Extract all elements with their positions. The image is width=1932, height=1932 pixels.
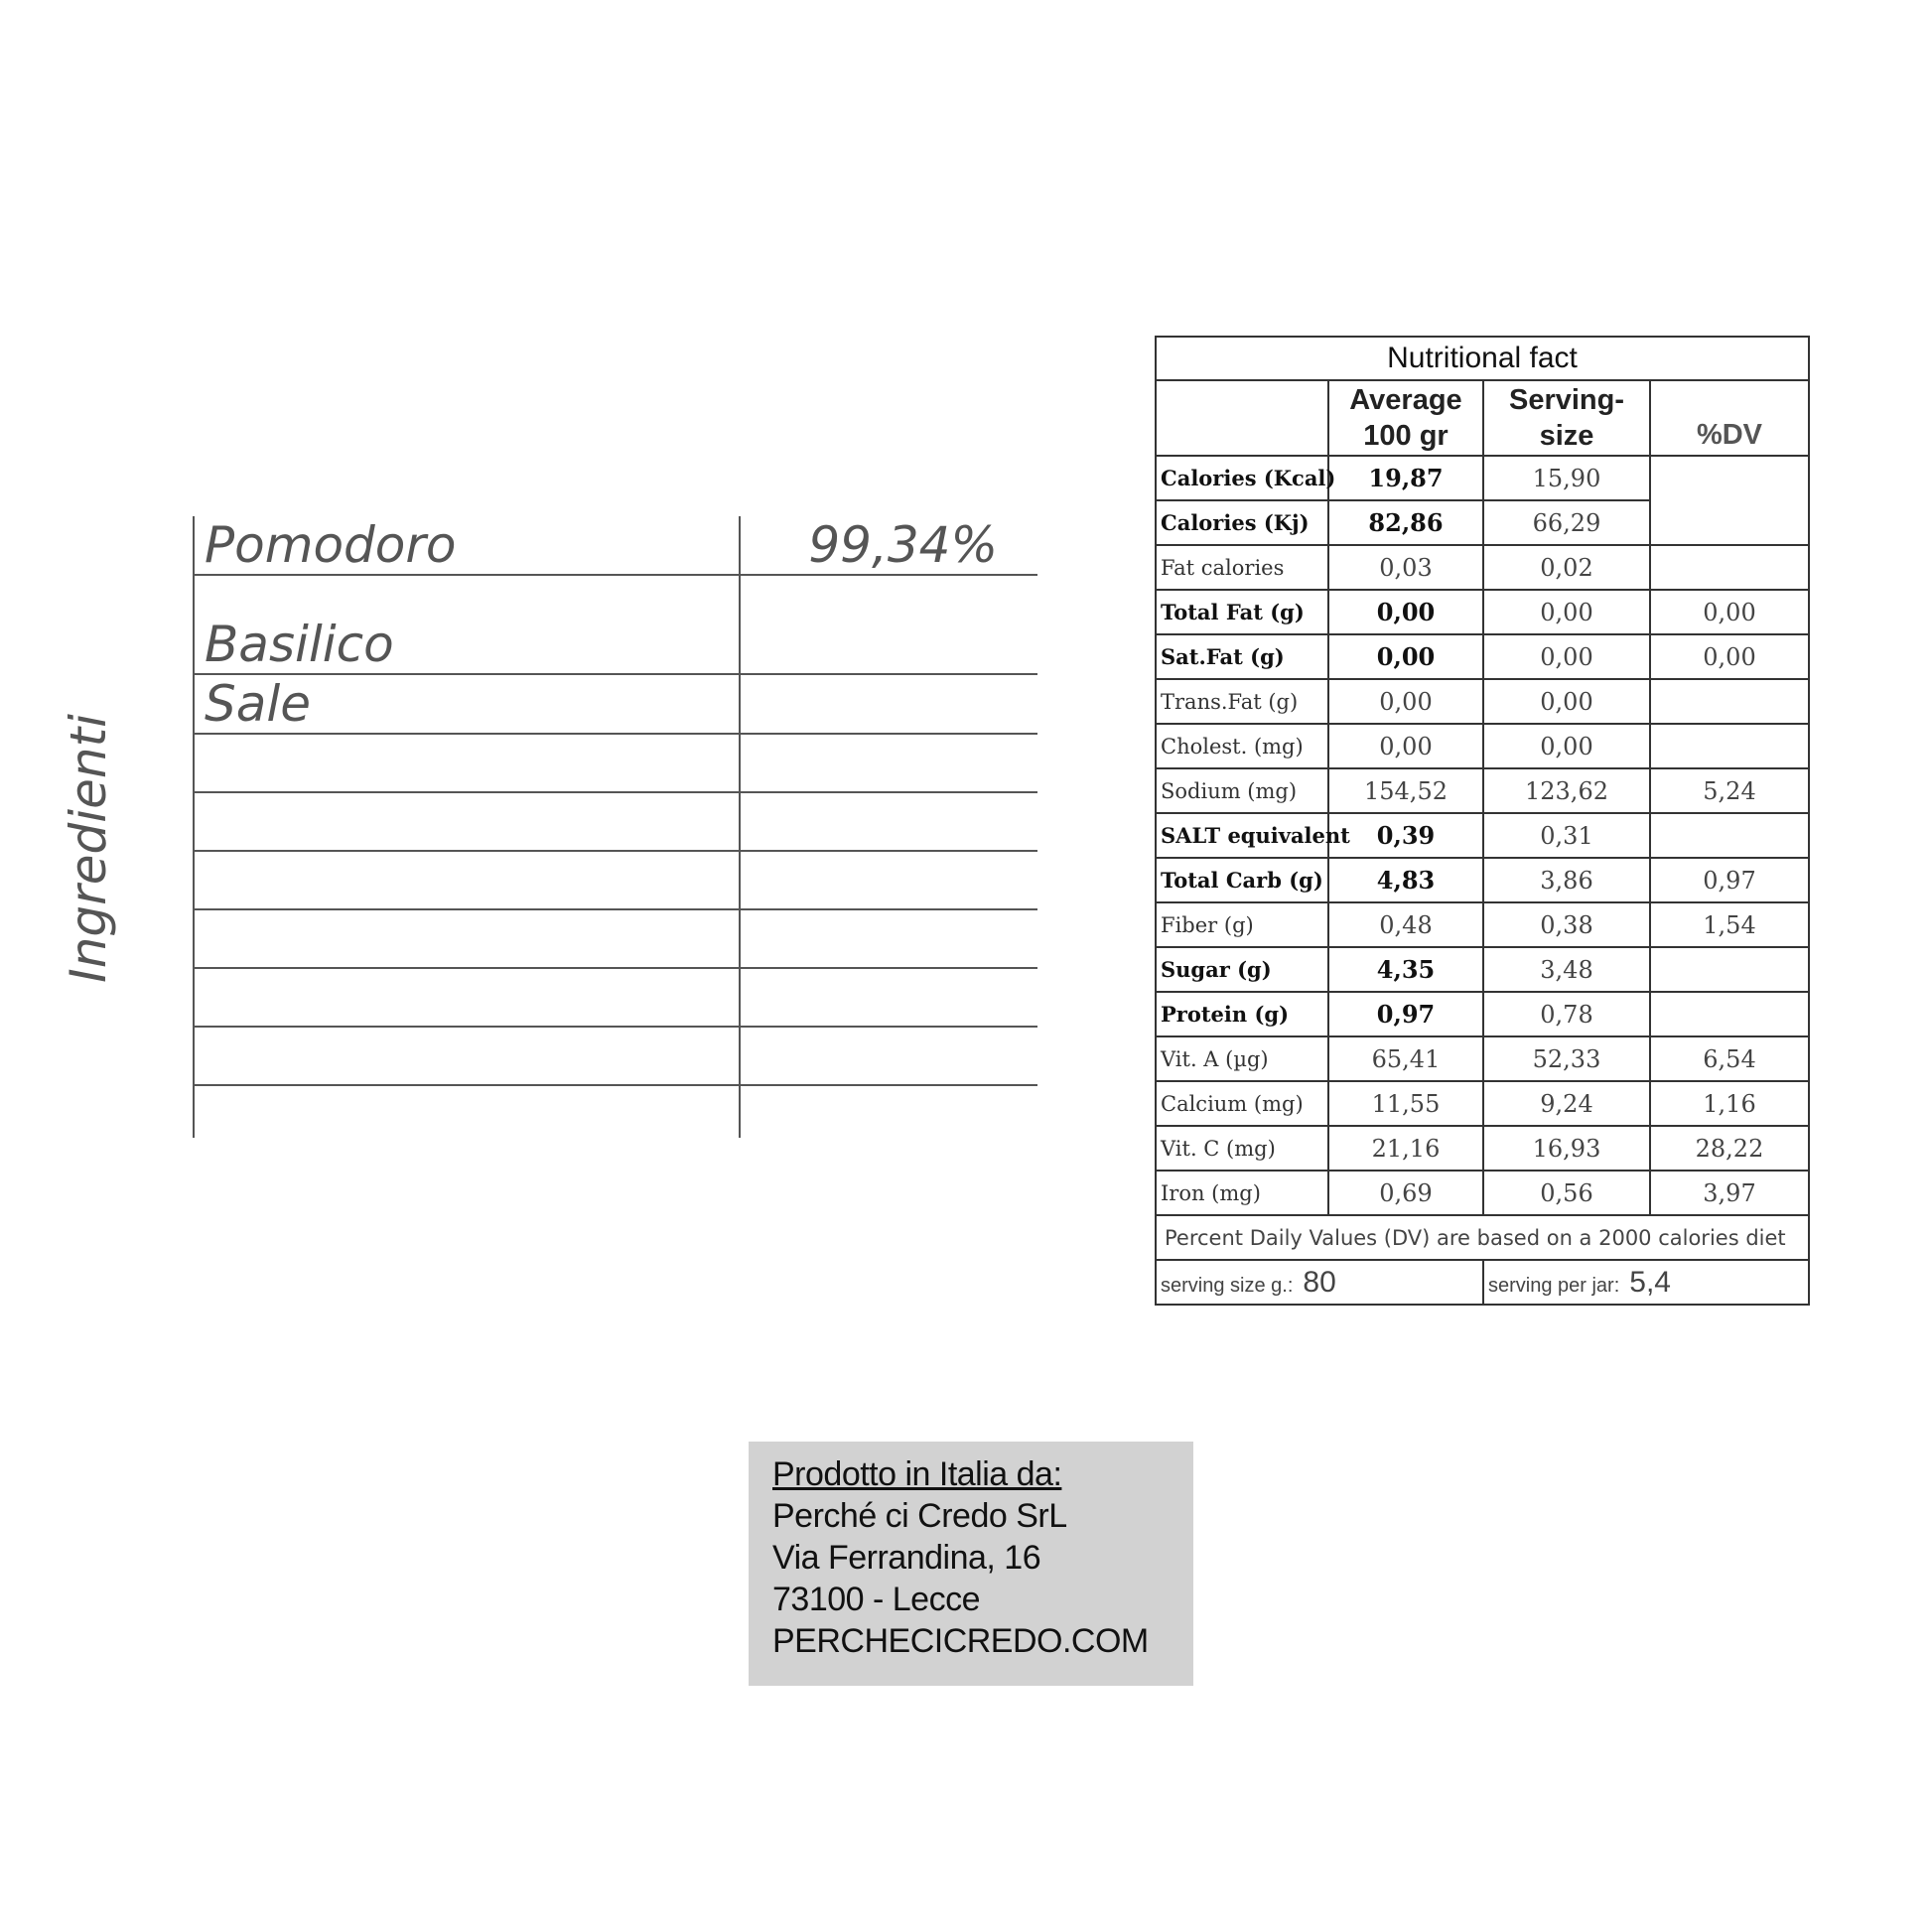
nutrient-label: Sugar (g) (1156, 947, 1328, 992)
nutrient-label: Trans.Fat (g) (1156, 679, 1328, 724)
producer-stamp (749, 1442, 1193, 1686)
nutrient-dv (1650, 679, 1809, 724)
nutrient-avg: 0,03 (1328, 545, 1483, 590)
nutrient-avg: 4,83 (1328, 858, 1483, 902)
nutrient-label: Protein (g) (1156, 992, 1328, 1036)
nutrition-body (1156, 456, 1809, 1215)
nutrient-avg: 0,39 (1328, 813, 1483, 858)
nutrient-avg: 21,16 (1328, 1126, 1483, 1171)
serving-per-jar-value: 5,4 (1629, 1265, 1671, 1299)
header-serving: Serving-size (1483, 380, 1650, 456)
nutrient-dv: 0,00 (1650, 590, 1809, 634)
nutrient-label: Vit. C (mg) (1156, 1126, 1328, 1171)
nutrition-row (1156, 679, 1809, 724)
nutrient-label: Sodium (mg) (1156, 768, 1328, 813)
nutrient-label: Calcium (mg) (1156, 1081, 1328, 1126)
nutrient-serving: 3,48 (1483, 947, 1650, 992)
nutrient-label: Fiber (g) (1156, 902, 1328, 947)
producer-heading: Prodotto in Italia da: (772, 1455, 1062, 1493)
nutrient-serving: 0,56 (1483, 1171, 1650, 1215)
nutrient-dv (1650, 992, 1809, 1036)
serving-per-jar-cell (1483, 1260, 1809, 1305)
nutrition-row (1156, 1081, 1809, 1126)
serving-info-row (1156, 1260, 1809, 1305)
nutrition-footnote: Percent Daily Values (DV) are based on a 2000 calories diet (1156, 1215, 1809, 1260)
nutrient-avg: 65,41 (1328, 1036, 1483, 1081)
ingredient-row-empty (194, 909, 1037, 968)
ingredient-row-empty (194, 851, 1037, 909)
nutrient-dv: 28,22 (1650, 1126, 1809, 1171)
nutrient-label: Calories (Kj) (1156, 500, 1328, 545)
nutrient-label: Total Carb (g) (1156, 858, 1328, 902)
nutrition-row (1156, 1036, 1809, 1081)
nutrient-serving: 0,31 (1483, 813, 1650, 858)
nutrient-dv: 1,16 (1650, 1081, 1809, 1126)
nutrition-row (1156, 590, 1809, 634)
nutrient-serving: 9,24 (1483, 1081, 1650, 1126)
nutrition-title-row (1156, 337, 1809, 380)
ingredient-percent: 99,34% (740, 516, 1037, 575)
ingredient-name: Pomodoro (194, 516, 740, 575)
serving-per-jar-label: serving per jar: (1488, 1274, 1620, 1297)
nutrient-serving: 0,78 (1483, 992, 1650, 1036)
nutrient-label: SALT equivalent (1156, 813, 1328, 858)
nutrient-avg: 11,55 (1328, 1081, 1483, 1126)
nutrient-serving: 15,90 (1483, 456, 1650, 500)
ingredient-row (194, 575, 1037, 674)
nutrition-row (1156, 724, 1809, 768)
serving-size-label: serving size g.: (1161, 1274, 1294, 1297)
nutrient-avg: 154,52 (1328, 768, 1483, 813)
nutrient-avg: 19,87 (1328, 456, 1483, 500)
nutrient-label: Calories (Kcal) (1156, 456, 1328, 500)
ingredient-row-empty (194, 968, 1037, 1027)
nutrition-row (1156, 813, 1809, 858)
nutrient-avg: 0,97 (1328, 992, 1483, 1036)
nutrient-dv (1650, 545, 1809, 590)
nutrient-avg: 0,00 (1328, 679, 1483, 724)
nutrient-dv: 3,97 (1650, 1171, 1809, 1215)
nutrition-row (1156, 992, 1809, 1036)
nutrient-avg: 0,48 (1328, 902, 1483, 947)
nutrition-title: Nutritional fact (1156, 337, 1809, 380)
nutrition-facts-table (1155, 336, 1810, 1306)
nutrition-row (1156, 545, 1809, 590)
nutrient-label: Iron (mg) (1156, 1171, 1328, 1215)
nutrient-dv (1650, 724, 1809, 768)
nutrient-label: Vit. A (µg) (1156, 1036, 1328, 1081)
ingredient-name: Sale (194, 674, 740, 734)
nutrient-label: Fat calories (1156, 545, 1328, 590)
ingredients-side-label: Ingredienti (60, 713, 117, 983)
nutrient-dv: 6,54 (1650, 1036, 1809, 1081)
nutrient-dv: 0,00 (1650, 634, 1809, 679)
nutrient-label: Total Fat (g) (1156, 590, 1328, 634)
ingredient-row-empty (194, 792, 1037, 851)
nutrient-serving: 3,86 (1483, 858, 1650, 902)
nutrient-serving: 52,33 (1483, 1036, 1650, 1081)
nutrition-row (1156, 456, 1809, 500)
nutrient-avg: 0,00 (1328, 634, 1483, 679)
nutrient-serving: 66,29 (1483, 500, 1650, 545)
nutrient-dv (1650, 947, 1809, 992)
nutrition-row (1156, 1126, 1809, 1171)
header-dv: %DV (1650, 380, 1809, 456)
nutrient-dv: 5,24 (1650, 768, 1809, 813)
ingredient-name: Basilico (194, 575, 740, 674)
nutrient-serving: 0,02 (1483, 545, 1650, 590)
producer-city: 73100 - Lecce (772, 1581, 980, 1618)
nutrition-row (1156, 768, 1809, 813)
nutrition-footnote-row (1156, 1215, 1809, 1260)
ingredient-row-empty (194, 1027, 1037, 1085)
ingredient-percent (740, 674, 1037, 734)
nutrient-serving: 123,62 (1483, 768, 1650, 813)
serving-size-cell (1156, 1260, 1483, 1305)
nutrient-avg: 0,69 (1328, 1171, 1483, 1215)
nutrition-header-row (1156, 380, 1809, 456)
nutrient-dv (1650, 456, 1809, 545)
nutrient-serving: 0,38 (1483, 902, 1650, 947)
producer-street: Via Ferrandina, 16 (772, 1539, 1041, 1577)
nutrition-row (1156, 634, 1809, 679)
ingredient-row (194, 516, 1037, 575)
ingredients-table (193, 516, 1037, 1138)
nutrient-label: Sat.Fat (g) (1156, 634, 1328, 679)
nutrient-serving: 0,00 (1483, 724, 1650, 768)
nutrient-serving: 0,00 (1483, 679, 1650, 724)
ingredients-section (60, 516, 1052, 1132)
nutrition-row (1156, 902, 1809, 947)
nutrient-avg: 82,86 (1328, 500, 1483, 545)
ingredient-row (194, 674, 1037, 734)
nutrient-label: Cholest. (mg) (1156, 724, 1328, 768)
nutrient-serving: 0,00 (1483, 590, 1650, 634)
nutrient-serving: 16,93 (1483, 1126, 1650, 1171)
ingredient-row-empty (194, 734, 1037, 792)
nutrition-row (1156, 858, 1809, 902)
producer-website: PERCHECICREDO.COM (772, 1622, 1149, 1660)
serving-size-value: 80 (1303, 1265, 1336, 1299)
nutrition-row (1156, 1171, 1809, 1215)
nutrient-avg: 4,35 (1328, 947, 1483, 992)
producer-company: Perché ci Credo SrL (772, 1497, 1067, 1535)
nutrient-dv: 1,54 (1650, 902, 1809, 947)
header-average: Average 100 gr (1328, 380, 1483, 456)
nutrient-avg: 0,00 (1328, 724, 1483, 768)
ingredient-row-empty (194, 1085, 1037, 1138)
nutrition-row (1156, 947, 1809, 992)
nutrient-dv (1650, 813, 1809, 858)
nutrient-serving: 0,00 (1483, 634, 1650, 679)
nutrient-avg: 0,00 (1328, 590, 1483, 634)
nutrient-dv: 0,97 (1650, 858, 1809, 902)
header-blank (1156, 380, 1328, 456)
ingredient-percent (740, 575, 1037, 674)
